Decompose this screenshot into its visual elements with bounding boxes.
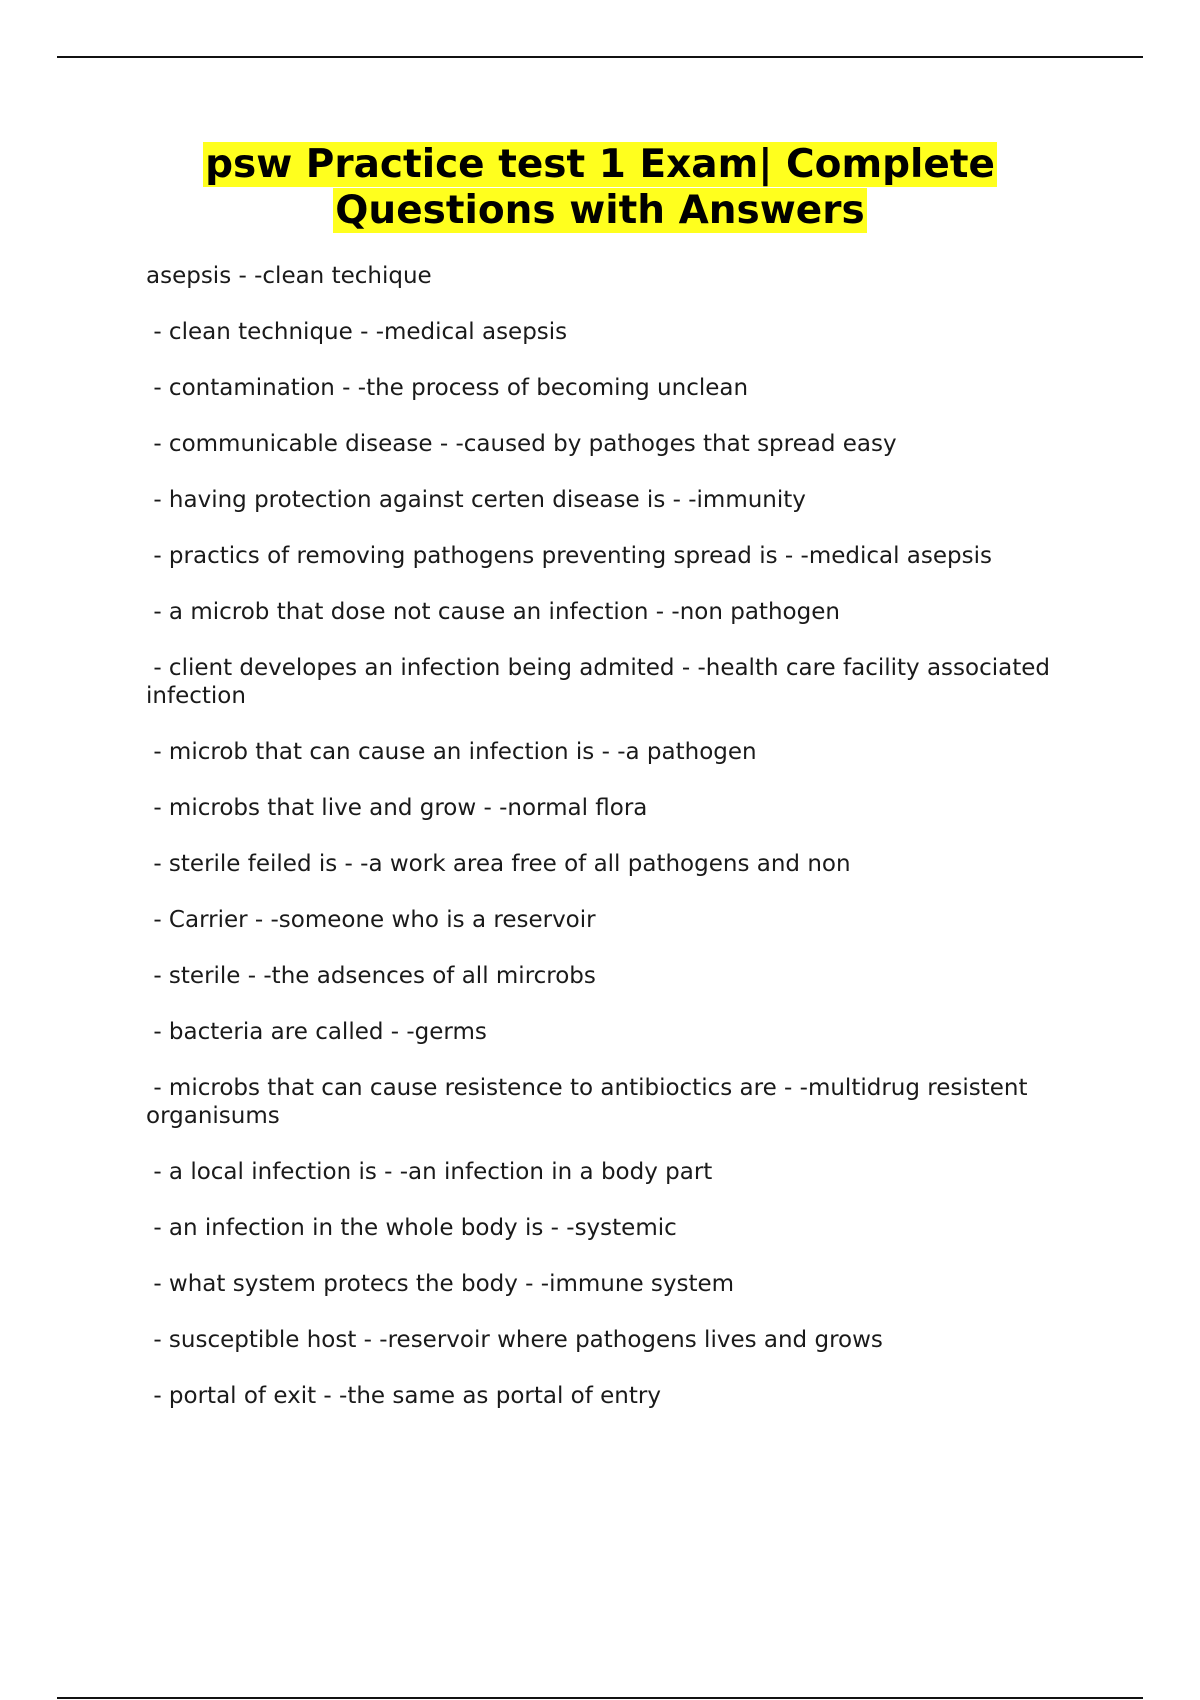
qa-item: - having protection against certen disease is - -immunity xyxy=(146,487,806,513)
title-line-1: psw Practice test 1 Exam| Complete xyxy=(205,142,995,187)
qa-item: - communicable disease - -caused by pathoges that spread easy xyxy=(146,431,897,457)
qa-item: - an infection in the whole body is - -systemic xyxy=(146,1215,677,1241)
qa-item: - bacteria are called - -germs xyxy=(146,1019,487,1045)
qa-item: - contamination - -the process of becoming unclean xyxy=(146,375,749,401)
qa-item: - susceptible host - -reservoir where pathogens lives and grows xyxy=(146,1327,883,1353)
qa-item: - sterile feiled is - -a work area free of all pathogens and non xyxy=(146,851,851,877)
qa-item: - microb that can cause an infection is - -a pathogen xyxy=(146,739,757,765)
qa-item: - client developes an infection being admited - -health care facility associated infection xyxy=(146,655,1058,709)
title-block xyxy=(120,142,1080,234)
bottom-rule xyxy=(57,1697,1143,1699)
qa-item: - a local infection is - -an infection in a body part xyxy=(146,1159,713,1185)
qa-item: asepsis - -clean techique xyxy=(146,263,432,289)
qa-item: - practics of removing pathogens preventing spread is - -medical asepsis xyxy=(146,543,992,569)
page-title xyxy=(120,142,1080,234)
qa-item: - portal of exit - -the same as portal of entry xyxy=(146,1383,661,1409)
qa-item: - microbs that can cause resistence to antibioctics are - -multidrug resistent organisums xyxy=(146,1075,1035,1129)
qa-item: - clean technique - -medical asepsis xyxy=(146,319,568,345)
top-rule xyxy=(57,56,1143,58)
qa-list xyxy=(146,262,1086,1438)
qa-item: - microbs that live and grow - -normal flora xyxy=(146,795,648,821)
title-line-2: Questions with Answers xyxy=(335,188,865,233)
qa-item: - what system protecs the body - -immune system xyxy=(146,1271,735,1297)
qa-item: - Carrier - -someone who is a reservoir xyxy=(146,907,596,933)
qa-item: - a microb that dose not cause an infection - -non pathogen xyxy=(146,599,840,625)
qa-item: - sterile - -the adsences of all mircrobs xyxy=(146,963,596,989)
